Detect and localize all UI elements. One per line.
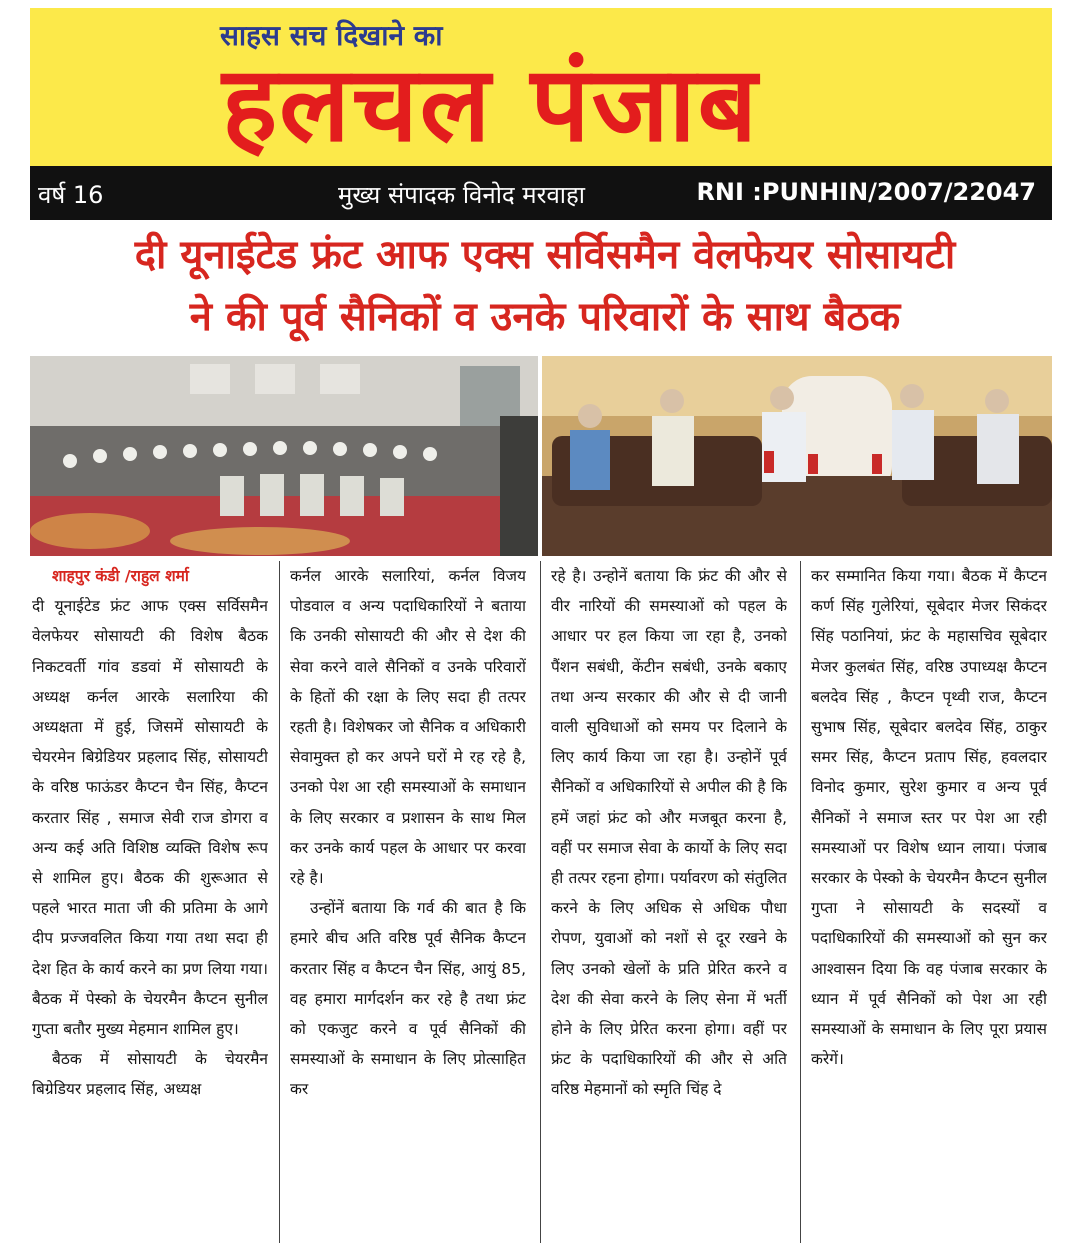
headline-line-1: दी यूनाईटेड फ्रंट आफ एक्स सर्विसमैन वेलफेयर सोसायटी	[134, 232, 956, 278]
paragraph: उन्होंनें बताया कि गर्व की बात है कि हमारे बीच अति वरिष्ठ पूर्व सैनिक कैप्टन करतार सिंह व कैप्टन चैन सिंह, आयुं 85, वह हमारा मार्गदर्शन कर रहे है तथा फ्रंट को एकजुट करने व पूर्व सैनिकों की समस्याओं के समाधान के लिए प्रोत्साहित कर	[290, 899, 526, 1099]
paragraph: बैठक में सोसायटी के चेयरमैन बिग्रेडियर प्रहलाद सिंह, अध्यक्ष	[32, 1050, 268, 1099]
column-divider	[800, 561, 801, 1243]
paragraph: कर सम्मानित किया गया। बैठक में कैप्टन कर्ण सिंह गुलेरियां, सूबेदार मेजर सिकंदर सिंह पठानियां, फ्रंट के महासचिव सूबेदार मेजर कुलबंत सिंह, वरिष्ठ उपाध्यक्ष कैप्टन बलदेव सिंह , कैप्टन पृथ्वी राज, कैप्टन सुभाष सिंह, सूबेदार बलदेव सिंह, ठाकुर समर सिंह, कैप्टन प्रताप सिंह, हवलदार विनोद कुमार, सुरेश कुमार व अन्य पूर्व सैनिकों ने समाज स्तर पर पेश आ रही समस्याओं पर विशेष ध्यान लाया। पंजाब सरकार के पेस्को के चेयरमैन कैप्टन सुनील गुप्ता ने सोसायटी के सदस्यों व पदाधिकारियों की समस्याओं को सुन कर आश्वासन दिया कि वह पंजाब सरकार के ध्यान में पूर्व सैनिकों को पेश आ रही समस्याओं के समाधान के लिए पूरा प्रयास करेगें।	[811, 567, 1047, 1069]
article-column-2	[290, 561, 526, 1243]
year-label: वर्ष 16	[38, 181, 104, 209]
article-column-1	[32, 561, 268, 1243]
byline: शाहपुर कंडी /राहुल शर्मा	[52, 567, 189, 585]
headline-line-2: ने की पूर्व सैनिकों व उनके परिवारों के साथ बैठक	[189, 294, 901, 340]
stage-guests-photo	[542, 356, 1052, 556]
rni-number: RNI :PUNHIN/2007/22047	[696, 178, 1036, 206]
meeting-audience-photo	[30, 356, 538, 556]
article-column-4	[811, 561, 1047, 1243]
article-headline	[20, 224, 1070, 348]
paragraph: दी यूनाईटेड फ्रंट आफ एक्स सर्विसमैन वेलफेयर सोसायटी की विशेष बैठक निकटवर्ती गांव डडवां में सोसायटी के अध्यक्ष कर्नल आरके सलारिया की अध्यक्षता में हुई, जिसमें सोसायटी के चेयरमेन बिग्रेडियर प्रहलाद सिंह, सोसायटी के वरिष्ठ फाऊंडर कैप्टन चैन सिंह, कैप्टन करतार सिंह , समाज सेवी राज डोगरा व अन्य कई अति विशिष्ठ व्यक्ति विशेष रूप से शामिल हुए। बैठक की शुरूआत से पहले भारत माता जी की प्रतिमा के आगे दीप प्रज्जवलित किया गया तथा सदा ही देश हित के कार्य करने का प्रण लिया गया। बैठक में पेस्को के चेयरमैन कैप्टन सुनील गुप्ता बतौर मुख्य मेहमान शामिल हुए।	[32, 597, 268, 1039]
masthead-info-bar	[30, 166, 1052, 220]
column-divider	[279, 561, 280, 1243]
article-column-3	[551, 561, 787, 1243]
masthead	[30, 8, 1052, 166]
column-divider	[540, 561, 541, 1243]
paragraph: रहे है। उन्होनें बताया कि फ्रंट की और से वीर नारियों की समस्याओं को पहल के आधार पर हल किया जा रहा है, उनको पैंशन सबंधी, केंटीन सबंधी, उनके बकाए तथा अन्य सरकार की और से दी जानी वाली सुविधाओं को समय पर दिलाने के लिए कार्य किया जा रहा है। उन्होनें पूर्व सैनिकों व अधिकारियों से अपील की है कि हमें जहां फ्रंट को और मजबूत करना है, वहीं पर समाज सेवा के कार्यो के लिए सदा ही तत्पर रहना होगा। पर्यावरण को संतुलित करने के लिए अधिक से अधिक पौधा रोपण, युवाओं को नशों से दूर रखने के लिए उनको खेलों के प्रति प्रेरित करने व देश की सेवा करने के लिए सेना में भर्ती होने के लिए प्रेरित करना होगा। वहीं पर फ्रंट के पदाधिकारियों की और से अति वरिष्ठ मेहमानों को स्मृति चिंह दे	[551, 567, 787, 1099]
newspaper-name: हलचल पंजाब	[222, 43, 760, 165]
paragraph: कर्नल आरके सलारियां, कर्नल विजय पोडवाल व अन्य पदाधिकारियों ने बताया कि उनकी सोसायटी की और से देश की सेवा करने वाले सैनिकों व उनके परिवारों के हितों की रक्षा के लिए सदा ही तत्पर रहती है। विशेषकर जो सैनिक व अधिकारी सेवामुक्त हो कर अपने घरों मे रह रहे है, उनको पेश आ रही समस्याओं के समाधान के लिए सरकार व प्रशासन के साथ मिल कर उनके कार्य पहल के आधार पर करवा रहे है।	[290, 567, 526, 888]
masthead-tagline: साहस सच दिखाने का	[220, 19, 443, 52]
chief-editor-label: मुख्य संपादक विनोद मरवाहा	[338, 181, 585, 209]
